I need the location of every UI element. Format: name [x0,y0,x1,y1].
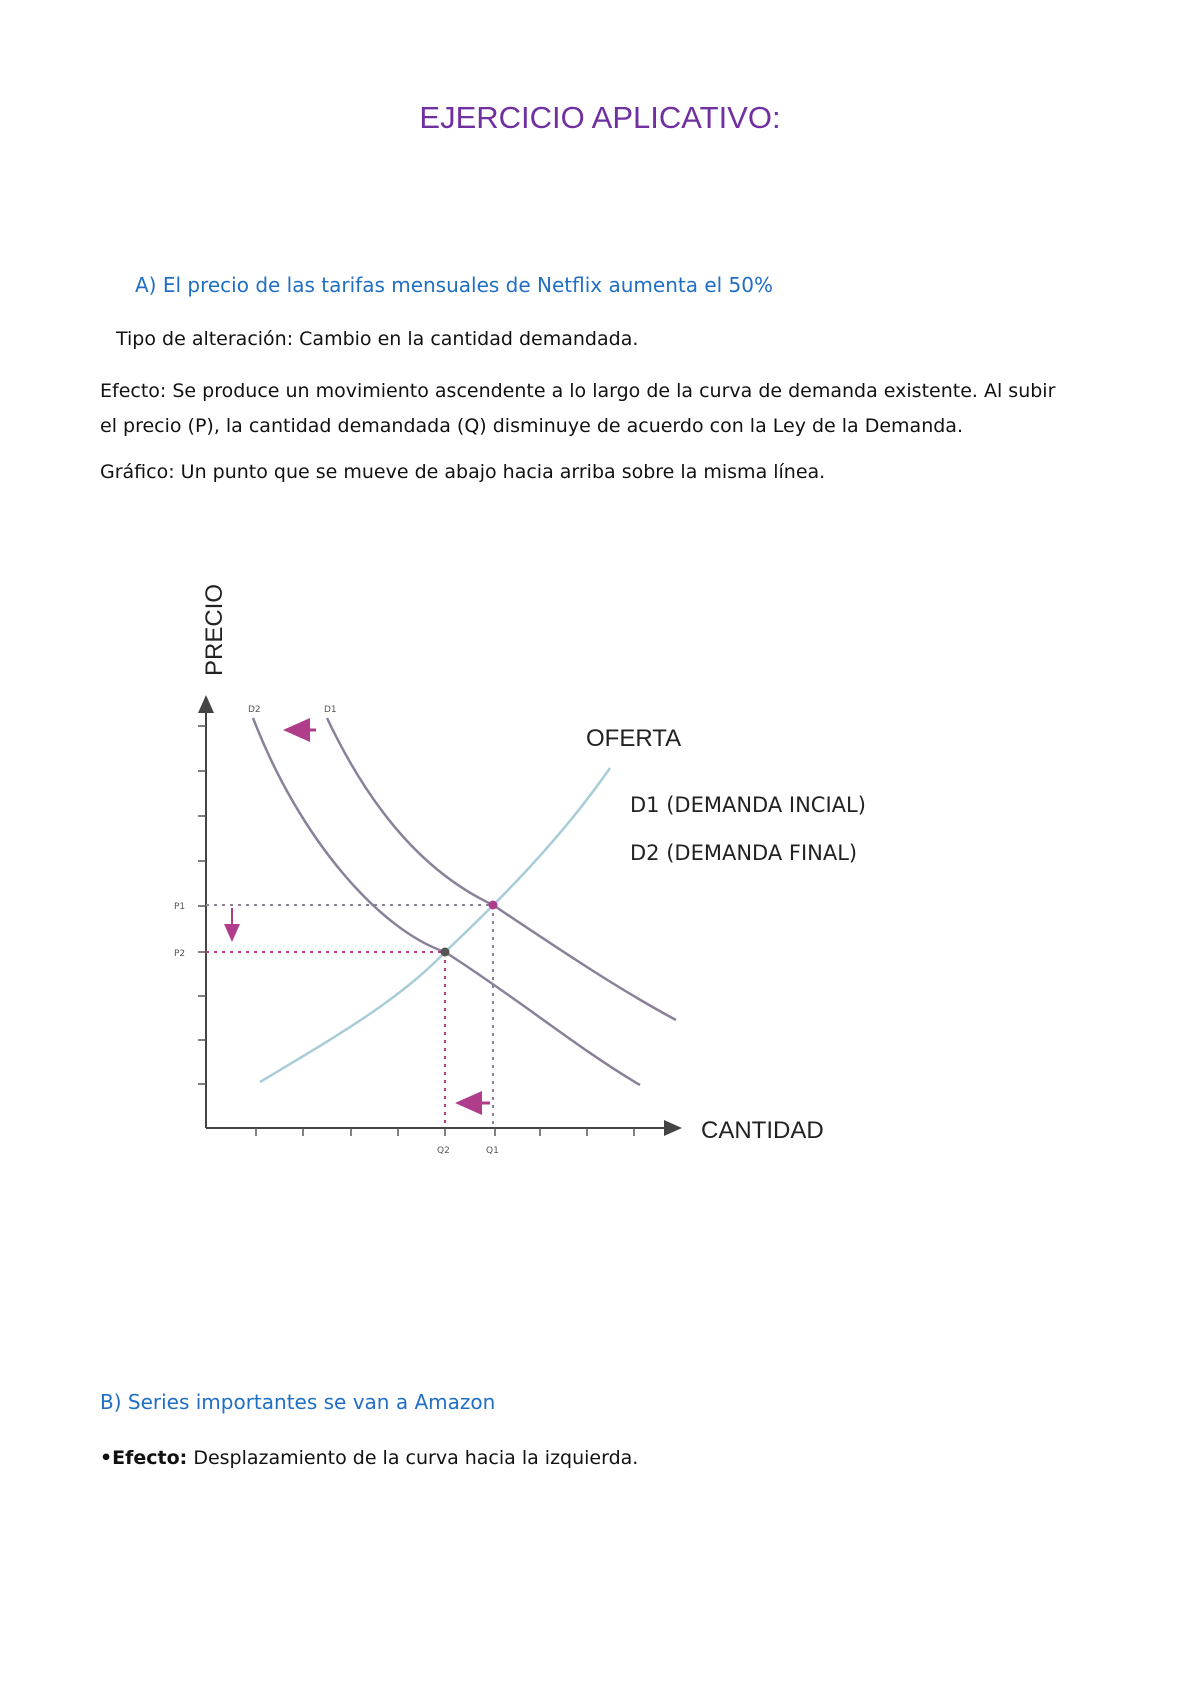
equilibrium-guides [206,905,493,1128]
x-axis-ticks [256,1128,634,1136]
section-a-heading: A) El precio de las tarifas mensuales de Netflix aumenta el 50% [135,273,774,297]
y-axis-ticks [198,726,206,1084]
efecto-text: Efecto: Se produce un movimiento ascendente a lo largo de la curva de demanda existente. Al subir el precio (P), la cantidad demandada (Q) disminuye de acuerdo con la Ley de la Demanda. [100,380,1056,437]
x-axis-label: CANTIDAD [701,1117,824,1144]
q1-label: Q1 [486,1146,499,1156]
page-title: EJERCICIO APLICATIVO: [419,100,781,135]
efecto-desc: Desplazamiento de la curva hacia la izquierda. [187,1447,639,1469]
d2-legend: D2 (DEMANDA FINAL) [630,841,858,865]
y-axis-label: PRECIO [201,583,228,676]
d2-curve-label: D2 [248,705,261,715]
supply-curve [260,768,610,1082]
section-b-efecto [100,1441,638,1476]
grafico-text: Gráfico: Un punto que se mueve de abajo hacia arriba sobre la misma línea. [100,461,826,483]
demand-curve-d2 [253,718,640,1085]
q2-label: Q2 [437,1146,450,1156]
oferta-label: OFERTA [586,725,682,752]
equilibrium-point-2 [441,948,450,957]
equilibrium-point-1 [489,901,498,910]
efecto-label: •Efecto: [100,1447,188,1469]
p1-label: P1 [174,902,186,912]
d1-legend: D1 (DEMANDA INCIAL) [630,793,866,817]
d1-curve-label: D1 [324,705,337,715]
tipo-alteracion-text: Tipo de alteración: Cambio en la cantidad demandada. [116,328,639,350]
p2-label: P2 [174,949,186,959]
demand-curve-d1 [327,718,676,1020]
section-b-heading: B) Series importantes se van a Amazon [100,1390,496,1414]
